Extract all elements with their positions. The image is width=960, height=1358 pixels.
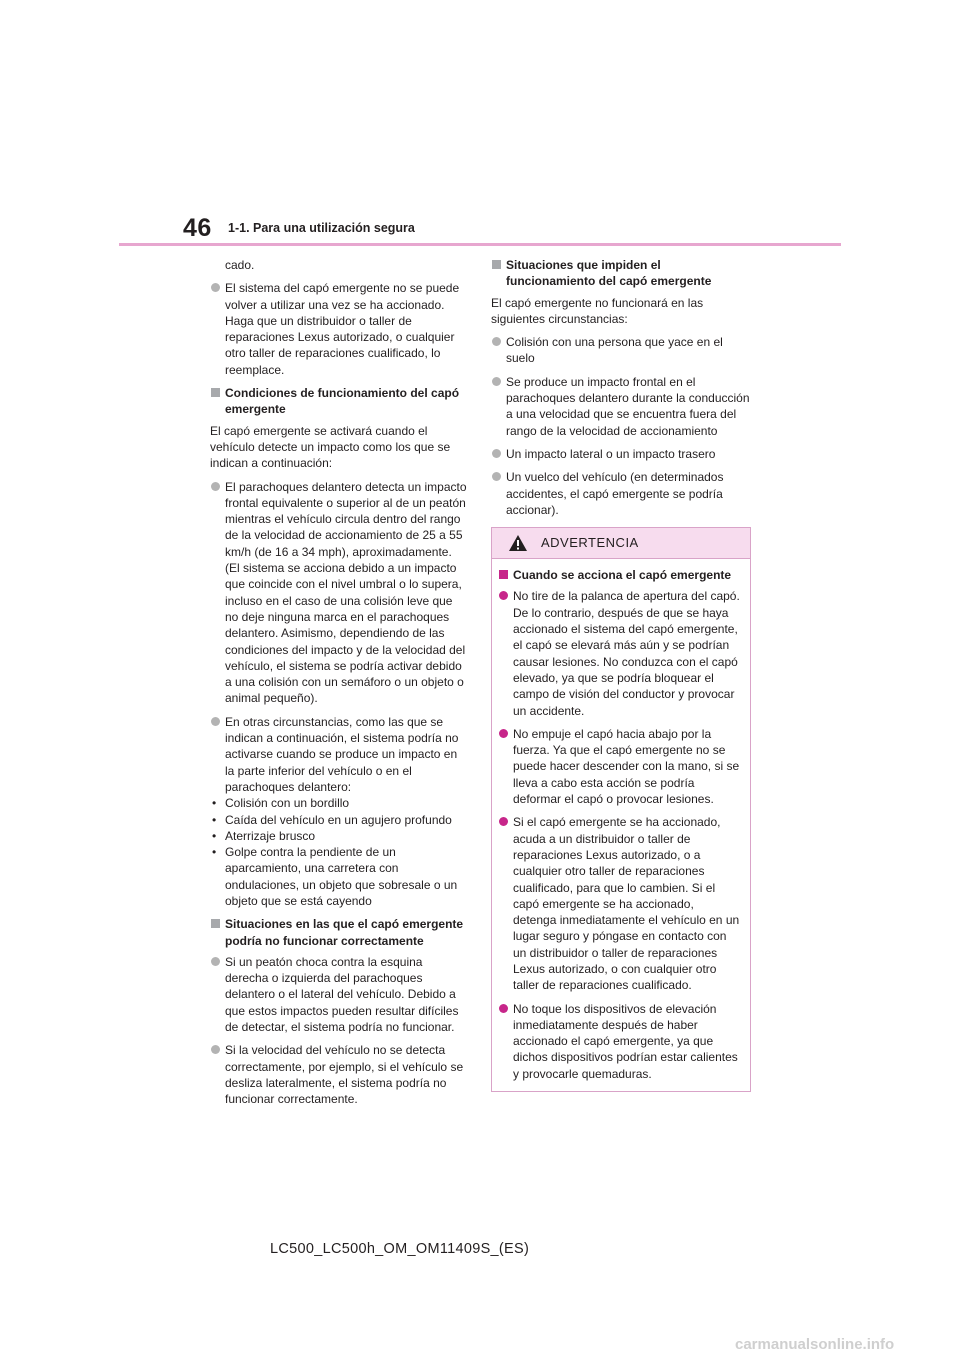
- bullet-text: No tire de la palanca de apertura del capó. De lo contrario, después de que se haya accionado el sistema del capó emergente, el capó se elevará más aún y se podrían causar lesiones. No conduzca con el capó elevado, ya que se podría bloquear el campo de visión del conductor y provocar un accidente.: [513, 589, 740, 718]
- bullet-text: En otras circunstancias, como las que se indican a continuación, el sistema podría no activarse cuando se produce un impacto en la parte inferior del vehículo o en el parachoques delantero:: [225, 714, 459, 794]
- section-heading: [210, 385, 468, 418]
- section-title: 1-1. Para una utilización segura: [228, 221, 415, 235]
- bullet-dot-icon: [211, 283, 220, 292]
- warning-body: [492, 559, 750, 1091]
- bullet-dot-icon: [211, 717, 220, 726]
- warning-box: [491, 527, 751, 1092]
- header-rule: [119, 243, 841, 246]
- bullet-text: El sistema del capó emergente no se puede volver a utilizar una vez se ha accionado. Haga que un distribuidor o taller de reparaciones Lexus autorizado, o cualquier otro taller de reparaciones cualificado, lo reemplace.: [225, 281, 460, 377]
- bullet-item: [210, 714, 468, 795]
- warning-heading: [498, 567, 740, 583]
- warning-bullet: [498, 1001, 740, 1082]
- bullet-dot-icon: [211, 482, 220, 491]
- left-column: [210, 257, 468, 1115]
- bullet-text: Se produce un impacto frontal en el parachoques delantero durante la conducción a una velocidad que se encuentra fuera del rango de la velocidad de accionamiento: [506, 374, 750, 438]
- heading-text: Situaciones en las que el capó emergente podría no funcionar correctamente: [225, 917, 464, 948]
- warning-bullet: [498, 726, 740, 807]
- warning-title: ADVERTENCIA: [541, 535, 639, 551]
- sub-list: [210, 795, 468, 909]
- heading-text: Condiciones de funcionamiento del capó emergente: [225, 386, 460, 417]
- heading-text: Situaciones que impiden el funcionamiento del capó emergente: [506, 258, 712, 289]
- bullet-item: [210, 280, 468, 378]
- bullet-dot-icon: [499, 591, 508, 600]
- bullet-text: No empuje el capó hacia abajo por la fuerza. Ya que el capó emergente no se puede hacer descender con la mano, si se lleva a cabo esta acción se podría deformar el capó o provocar lesiones.: [513, 726, 740, 807]
- square-bullet-icon: [492, 260, 501, 269]
- section-heading: [491, 257, 751, 290]
- bullet-item: [210, 1042, 468, 1107]
- bullet-item: [210, 954, 468, 1035]
- bullet-dot-icon: [211, 1045, 220, 1054]
- square-bullet-icon: [499, 570, 508, 579]
- bullet-dot-icon: [499, 729, 508, 738]
- warning-triangle-icon: [508, 534, 528, 552]
- section-heading: [210, 916, 468, 949]
- bullet-text: Si la velocidad del vehículo no se detecta correctamente, por ejemplo, si el vehículo se desliza lateralmente, el sistema podría no funcionar correctamente.: [225, 1043, 464, 1107]
- bullet-dot-icon: [492, 377, 501, 386]
- bullet-text: El parachoques delantero detecta un impacto frontal equivalente o superior al de un peatón mientras el vehículo circula dentro del rango de la velocidad de accionamiento de 25 a 55 km/h (de 16 a 34 mph), aproximadamente. (El sistema se acciona debido a un impacto que coincide con el nivel umbral o lo supera, incluso en el caso de una colisión leve que no deje ninguna marca en el parachoques delantero. Asimismo, dependiendo de las condiciones del impacto y de la velocidad del vehículo, el sistema se podría activar debido a una colisión con un semáforo o un objeto o animal pequeño).: [225, 479, 467, 706]
- sub-list-item: • Golpe contra la pendiente de un aparcamiento, una carretera con ondulaciones, un objeto que sobresale o un objeto que se está cayendo: [212, 845, 458, 908]
- bullet-item: [491, 446, 751, 462]
- sub-list-item: • Aterrizaje brusco: [212, 828, 316, 843]
- bullet-text: No toque los dispositivos de elevación inmediatamente después de haber accionado el capó emergente, ya que dichos dispositivos podrían estar calientes y provocarle quemaduras.: [513, 1001, 738, 1081]
- warning-header: [492, 528, 750, 559]
- square-bullet-icon: [211, 388, 220, 397]
- watermark: carmanualsonline.info: [735, 1336, 895, 1353]
- bullet-dot-icon: [492, 449, 501, 458]
- bullet-dot-icon: [499, 1004, 508, 1013]
- warning-bullet: [498, 588, 740, 718]
- bullet-dot-icon: [211, 957, 220, 966]
- bullet-dot-icon: [499, 817, 508, 826]
- paragraph: El capó emergente se activará cuando el vehículo detecte un impacto como los que se indican a continuación:: [210, 423, 451, 471]
- bullet-text: Un impacto lateral o un impacto trasero: [506, 446, 716, 461]
- bullet-item: [491, 469, 751, 518]
- bullet-item: [210, 479, 468, 707]
- sub-list-item: • Caída del vehículo en un agujero profundo: [212, 812, 452, 827]
- bullet-text: Si un peatón choca contra la esquina derecha o izquierda del parachoques delantero o el lateral del vehículo. Debido a que estos impactos pueden resultar difíciles de detectar, el sistema podría no funcionar.: [225, 954, 459, 1035]
- bullet-item: [491, 374, 751, 439]
- bullet-text: Un vuelco del vehículo (en determinados accidentes, el capó emergente se podría accionar).: [506, 470, 724, 517]
- footer-code: LC500_LC500h_OM_OM11409S_(ES): [270, 1241, 530, 1257]
- bullet-dot-icon: [492, 472, 501, 481]
- sub-list-item: • Colisión con un bordillo: [212, 796, 350, 811]
- heading-text: Cuando se acciona el capó emergente: [513, 568, 732, 583]
- continued-text: cado.: [225, 258, 255, 272]
- bullet-dot-icon: [492, 337, 501, 346]
- warning-bullet: [498, 814, 740, 993]
- bullet-item: [491, 334, 751, 367]
- right-column: [491, 257, 751, 1092]
- bullet-text: Si el capó emergente se ha accionado, acuda a un distribuidor o taller de reparaciones Lexus autorizado, o a cualquier otro taller de reparaciones cualificado, para que lo cambien. Si el capó emergente se ha accionado, detenga inmediatamente el vehículo en un lugar seguro y póngase en contacto con un distribuidor o taller de reparaciones Lexus autorizado, o con cualquier otro taller de reparaciones cualificado.: [513, 815, 740, 993]
- paragraph: El capó emergente no funcionará en las siguientes circunstancias:: [491, 295, 704, 326]
- page-number: 46: [183, 214, 212, 242]
- bullet-text: Colisión con una persona que yace en el suelo: [506, 335, 723, 366]
- square-bullet-icon: [211, 919, 220, 928]
